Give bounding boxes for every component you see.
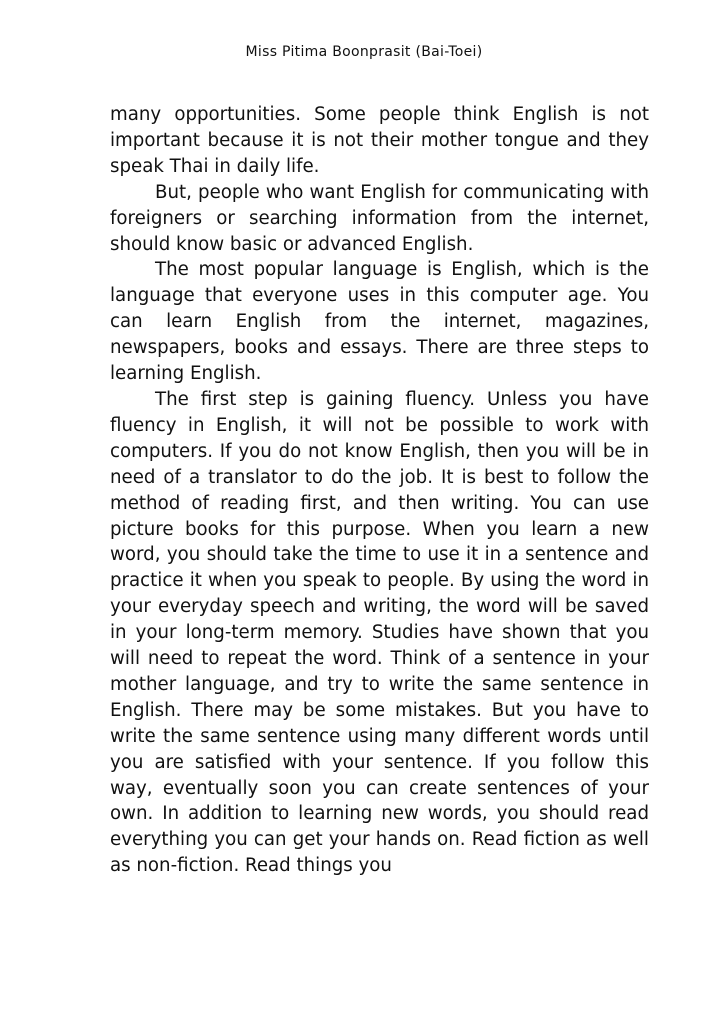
paragraph-continuation: many opportunities. Some people think English is not important because it is not their mother tongue and they speak Thai in daily life.	[110, 104, 649, 177]
essay-body	[110, 102, 649, 879]
paragraph-communicating: But, people who want English for communicating with foreigners or searching information from the internet, should know basic or advanced English.	[110, 181, 649, 255]
paragraph-first-step: The first step is gaining fluency. Unless you have fluency in English, it will not be possible to work with computers. If you do not know English, then you will be in need of a translator to do the job. It is best to follow the method of reading first, and then writing. You can use picture books for this purpose. When you learn a new word, you should take the time to use it in a sentence and practice it when you speak to people. By using the word in your everyday speech and writing, the word will be saved in your long-term memory. Studies have shown that you will need to repeat the word. Think of a sentence in your mother language, and try to write the same sentence in English. There may be some mistakes. But you have to write the same sentence using many different words until you are satisfied with your sentence. If you follow this way, eventually soon you can create sentences of your own. In addition to learning new words, you should read everything you can get your hands on. Read fiction as well as non-fiction. Read things you	[110, 388, 649, 877]
paragraph-popular-language: The most popular language is English, which is the language that everyone uses in this computer age. You can learn English from the internet, magazines, newspapers, books and essays. There are three steps to learning English.	[110, 259, 649, 385]
page-header-author: Miss Pitima Boonprasit (Bai-Toei)	[245, 44, 483, 60]
